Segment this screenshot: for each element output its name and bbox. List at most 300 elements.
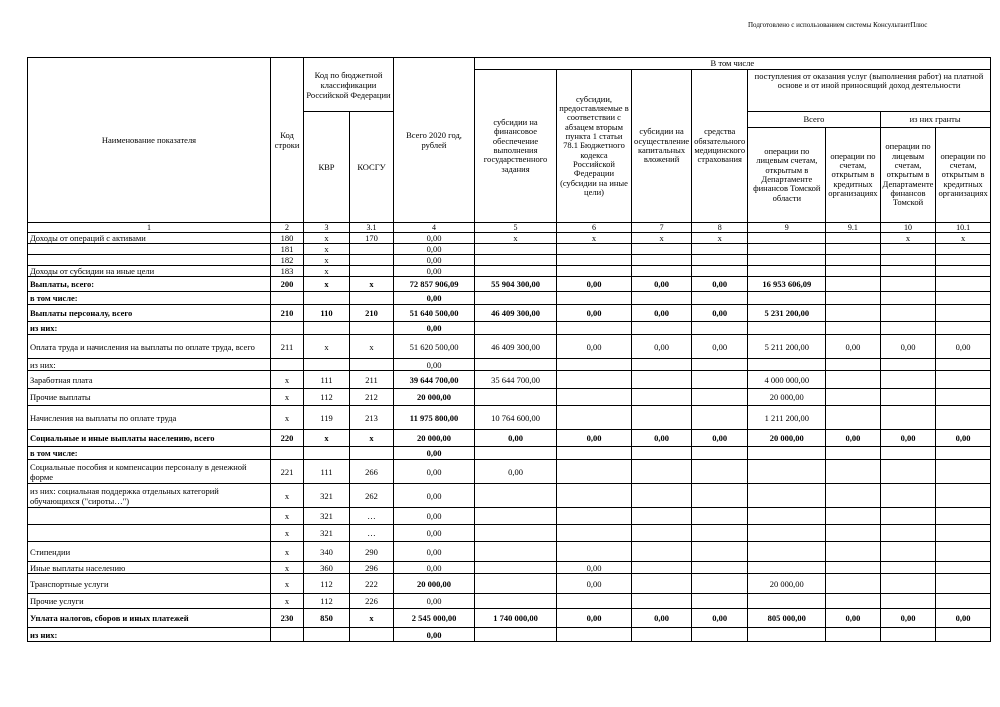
table-cell: [748, 266, 826, 277]
table-cell: [936, 542, 990, 562]
table-cell: 0,00: [632, 305, 692, 322]
header-kosgu: КОСГУ: [350, 112, 394, 223]
table-cell: [880, 305, 936, 322]
table-cell: [632, 255, 692, 266]
row-label: Уплата налогов, сборов и иных платежей: [28, 609, 271, 628]
table-cell: [475, 484, 557, 508]
table-cell: [475, 562, 557, 574]
table-cell: 0,00: [394, 266, 475, 277]
row-label: из них: социальная поддержка отдельных категорий обучающихся ("сироты…"): [28, 484, 271, 508]
table-cell: [692, 525, 748, 542]
table-cell: 0,00: [394, 508, 475, 525]
row-label: Заработная плата: [28, 371, 271, 389]
table-cell: [632, 322, 692, 335]
table-cell: [271, 447, 304, 460]
table-cell: [826, 525, 880, 542]
table-cell: [826, 628, 880, 642]
table-cell: 16 953 606,09: [748, 277, 826, 292]
table-cell: 183: [271, 266, 304, 277]
row-label: из них:: [28, 322, 271, 335]
table-cell: [304, 292, 350, 305]
table-cell: x: [271, 594, 304, 609]
table-cell: x: [350, 609, 394, 628]
table-row: [28, 460, 991, 484]
table-cell: 0,00: [394, 525, 475, 542]
table-cell: [304, 359, 350, 371]
table-row: [28, 574, 991, 594]
table-cell: 0,00: [936, 430, 990, 447]
col-number: 10.1: [936, 223, 990, 233]
table-cell: [936, 447, 990, 460]
table-row: [28, 266, 991, 277]
table-cell: [632, 266, 692, 277]
table-row: [28, 359, 991, 371]
table-cell: [304, 447, 350, 460]
table-cell: x: [304, 255, 350, 266]
header-including: В том числе: [475, 58, 991, 70]
table-cell: …: [350, 508, 394, 525]
row-label: Стипендии: [28, 542, 271, 562]
table-cell: 321: [304, 484, 350, 508]
table-cell: [632, 244, 692, 255]
table-cell: x: [350, 430, 394, 447]
table-cell: x: [632, 233, 692, 244]
header-paid: поступления от оказания услуг (выполнения работ) на платной основе и от иной приносящий доход деятельности: [748, 70, 990, 112]
table-cell: [557, 292, 632, 305]
table-cell: [557, 406, 632, 430]
table-cell: 0,00: [692, 335, 748, 359]
table-cell: 262: [350, 484, 394, 508]
table-cell: 0,00: [557, 562, 632, 574]
table-cell: 0,00: [632, 277, 692, 292]
table-cell: x: [271, 525, 304, 542]
table-cell: [692, 447, 748, 460]
col-number: 8: [692, 223, 748, 233]
table-cell: [475, 266, 557, 277]
table-cell: 11 975 800,00: [394, 406, 475, 430]
table-cell: 210: [350, 305, 394, 322]
table-cell: 321: [304, 525, 350, 542]
table-cell: [826, 322, 880, 335]
table-cell: [475, 508, 557, 525]
col-number: 10: [880, 223, 936, 233]
table-cell: [692, 484, 748, 508]
header-name: Наименование показателя: [28, 58, 271, 223]
table-cell: [936, 406, 990, 430]
table-cell: [880, 508, 936, 525]
table-cell: …: [350, 525, 394, 542]
table-cell: [936, 628, 990, 642]
table-cell: x: [936, 233, 990, 244]
table-cell: 0,00: [394, 233, 475, 244]
header-all: Всего: [748, 112, 880, 128]
table-cell: [936, 460, 990, 484]
row-label: из них:: [28, 628, 271, 642]
row-label: Оплата труда и начисления на выплаты по оплате труда, всего: [28, 335, 271, 359]
table-cell: [475, 542, 557, 562]
col-number: 5: [475, 223, 557, 233]
table-cell: 72 857 906,09: [394, 277, 475, 292]
table-cell: [748, 460, 826, 484]
table-cell: [557, 460, 632, 484]
table-cell: [692, 594, 748, 609]
table-cell: [880, 266, 936, 277]
table-cell: x: [557, 233, 632, 244]
table-cell: [632, 542, 692, 562]
table-cell: [880, 628, 936, 642]
table-cell: 46 409 300,00: [475, 305, 557, 322]
table-cell: 20 000,00: [394, 389, 475, 406]
table-cell: 10 764 600,00: [475, 406, 557, 430]
table-cell: [475, 447, 557, 460]
table-cell: 296: [350, 562, 394, 574]
table-cell: [826, 594, 880, 609]
table-cell: [557, 484, 632, 508]
table-cell: x: [304, 233, 350, 244]
table-cell: [557, 594, 632, 609]
table-cell: [350, 322, 394, 335]
table-row: [28, 389, 991, 406]
table-cell: x: [271, 508, 304, 525]
table-cell: [557, 628, 632, 642]
table-cell: 0,00: [394, 628, 475, 642]
table-cell: [880, 594, 936, 609]
row-label: [28, 525, 271, 542]
col-number: 3: [304, 223, 350, 233]
table-cell: 0,00: [692, 277, 748, 292]
table-cell: [826, 359, 880, 371]
table-cell: [632, 359, 692, 371]
table-cell: [748, 525, 826, 542]
table-cell: 850: [304, 609, 350, 628]
row-label: Иные выплаты населению: [28, 562, 271, 574]
table-cell: 20 000,00: [748, 389, 826, 406]
header-kvr: КВР: [304, 112, 350, 223]
table-cell: x: [350, 277, 394, 292]
table-cell: 340: [304, 542, 350, 562]
table-cell: 0,00: [632, 335, 692, 359]
table-cell: 5 211 200,00: [748, 335, 826, 359]
table-cell: [692, 292, 748, 305]
table-cell: x: [880, 233, 936, 244]
table-cell: [826, 233, 880, 244]
table-cell: [936, 305, 990, 322]
table-cell: [880, 371, 936, 389]
table-cell: [632, 574, 692, 594]
table-cell: [692, 244, 748, 255]
table-cell: 321: [304, 508, 350, 525]
table-cell: x: [350, 335, 394, 359]
table-cell: [557, 322, 632, 335]
table-cell: 230: [271, 609, 304, 628]
table-cell: [692, 322, 748, 335]
table-cell: [880, 359, 936, 371]
table-cell: 0,00: [692, 609, 748, 628]
header-budget-code: Код по бюджетной классификации Российской Федерации: [304, 58, 394, 112]
table-cell: 0,00: [394, 255, 475, 266]
table-cell: 5 231 200,00: [748, 305, 826, 322]
header-col10-1: операции по счетам, открытым в кредитных организациях: [936, 128, 990, 223]
table-cell: [880, 255, 936, 266]
table-row: [28, 335, 991, 359]
table-cell: 0,00: [475, 430, 557, 447]
table-cell: [475, 244, 557, 255]
table-cell: [350, 255, 394, 266]
table-cell: [826, 371, 880, 389]
table-cell: [826, 460, 880, 484]
table-cell: [632, 447, 692, 460]
table-cell: [632, 508, 692, 525]
table-cell: [557, 447, 632, 460]
table-cell: 0,00: [394, 359, 475, 371]
table-cell: [936, 484, 990, 508]
table-row: [28, 255, 991, 266]
table-cell: x: [304, 335, 350, 359]
table-row: [28, 447, 991, 460]
table-cell: [826, 277, 880, 292]
col-number: 2: [271, 223, 304, 233]
table-cell: x: [271, 562, 304, 574]
table-cell: [557, 359, 632, 371]
table-cell: [692, 574, 748, 594]
header-grants: из них гранты: [880, 112, 990, 128]
table-cell: [632, 484, 692, 508]
table-cell: [692, 359, 748, 371]
table-cell: [557, 389, 632, 406]
table-cell: 0,00: [394, 447, 475, 460]
header-col5: субсидии на финансовое обеспечение выполнения государственного задания: [475, 70, 557, 223]
table-cell: [936, 562, 990, 574]
table-cell: [557, 371, 632, 389]
col-number: 9.1: [826, 223, 880, 233]
table-cell: x: [304, 430, 350, 447]
table-cell: 35 644 700,00: [475, 371, 557, 389]
table-cell: [557, 244, 632, 255]
row-label: в том числе:: [28, 447, 271, 460]
row-label: Социальные пособия и компенсации персоналу в денежной форме: [28, 460, 271, 484]
row-label: Транспортные услуги: [28, 574, 271, 594]
header-code: Код строки: [271, 58, 304, 223]
table-cell: 0,00: [880, 430, 936, 447]
table-cell: x: [304, 277, 350, 292]
table-cell: [936, 525, 990, 542]
row-label: [28, 244, 271, 255]
table-cell: [936, 244, 990, 255]
table-row: [28, 244, 991, 255]
table-cell: 212: [350, 389, 394, 406]
table-cell: [632, 628, 692, 642]
table-cell: 266: [350, 460, 394, 484]
col-number: 4: [394, 223, 475, 233]
table-cell: [880, 244, 936, 255]
table-cell: [475, 628, 557, 642]
table-cell: 20 000,00: [394, 574, 475, 594]
table-cell: [271, 359, 304, 371]
table-cell: [350, 359, 394, 371]
table-cell: 211: [350, 371, 394, 389]
table-row: [28, 628, 991, 642]
table-cell: [880, 322, 936, 335]
header-col7: субсидии на осуществление капитальных вложений: [632, 70, 692, 223]
table-cell: [557, 525, 632, 542]
table-cell: [692, 266, 748, 277]
table-cell: [748, 233, 826, 244]
table-cell: 110: [304, 305, 350, 322]
table-cell: x: [692, 233, 748, 244]
table-cell: [350, 447, 394, 460]
table-cell: 211: [271, 335, 304, 359]
table-cell: [632, 371, 692, 389]
table-cell: [692, 628, 748, 642]
table-cell: 360: [304, 562, 350, 574]
table-cell: 119: [304, 406, 350, 430]
table-cell: 0,00: [557, 430, 632, 447]
table-cell: 0,00: [557, 609, 632, 628]
row-label: Доходы от субсидии на иные цели: [28, 266, 271, 277]
table-row: [28, 609, 991, 628]
table-cell: 20 000,00: [394, 430, 475, 447]
table-cell: x: [271, 389, 304, 406]
table-cell: [748, 562, 826, 574]
table-cell: [936, 371, 990, 389]
header-col6: субсидии, предоставляемые в соответствии с абзацем вторым пункта 1 статьи 78.1 Бюджетного кодекса Российской Федерации (субсидии на иные цели): [557, 70, 632, 223]
row-label: Начисления на выплаты по оплате труда: [28, 406, 271, 430]
table-cell: 170: [350, 233, 394, 244]
table-cell: [880, 389, 936, 406]
row-label: Выплаты персоналу, всего: [28, 305, 271, 322]
table-cell: 0,00: [936, 609, 990, 628]
table-cell: [475, 322, 557, 335]
table-cell: 112: [304, 574, 350, 594]
table-cell: 0,00: [632, 430, 692, 447]
table-cell: [692, 371, 748, 389]
table-cell: [632, 389, 692, 406]
table-cell: 181: [271, 244, 304, 255]
table-cell: [557, 266, 632, 277]
table-row: [28, 322, 991, 335]
table-cell: [936, 266, 990, 277]
table-cell: x: [304, 244, 350, 255]
table-cell: 0,00: [632, 609, 692, 628]
table-cell: x: [304, 266, 350, 277]
table-cell: [880, 406, 936, 430]
table-cell: 220: [271, 430, 304, 447]
table-cell: 0,00: [394, 484, 475, 508]
row-label: из них:: [28, 359, 271, 371]
table-cell: 0,00: [692, 430, 748, 447]
table-cell: [826, 447, 880, 460]
row-label: Выплаты, всего:: [28, 277, 271, 292]
table-cell: [557, 542, 632, 562]
table-cell: 0,00: [557, 277, 632, 292]
table-cell: [826, 574, 880, 594]
table-cell: [748, 594, 826, 609]
table-cell: 222: [350, 574, 394, 594]
table-cell: [692, 389, 748, 406]
table-cell: 290: [350, 542, 394, 562]
table-cell: 0,00: [394, 244, 475, 255]
table-cell: 0,00: [557, 305, 632, 322]
table-cell: [936, 594, 990, 609]
table-cell: 0,00: [826, 430, 880, 447]
table-cell: [748, 508, 826, 525]
table-cell: 112: [304, 594, 350, 609]
table-cell: x: [271, 406, 304, 430]
table-cell: 39 644 700,00: [394, 371, 475, 389]
table-row: [28, 233, 991, 244]
table-cell: [826, 266, 880, 277]
table-cell: x: [271, 371, 304, 389]
table-cell: [350, 628, 394, 642]
table-cell: [826, 389, 880, 406]
table-cell: [475, 255, 557, 266]
table-cell: [271, 322, 304, 335]
table-row: [28, 525, 991, 542]
table-row: [28, 305, 991, 322]
table-cell: 200: [271, 277, 304, 292]
table-cell: 0,00: [394, 562, 475, 574]
table-cell: [632, 292, 692, 305]
header-col9-1: операции по счетам, открытым в кредитных организациях: [826, 128, 880, 223]
table-cell: 20 000,00: [748, 574, 826, 594]
table-cell: 0,00: [394, 292, 475, 305]
consultant-note: Подготовлено с использованием системы КонсультантПлюс: [748, 21, 928, 29]
table-row: [28, 371, 991, 389]
table-cell: 51 640 500,00: [394, 305, 475, 322]
table-cell: [350, 266, 394, 277]
table-cell: [632, 460, 692, 484]
table-cell: x: [271, 484, 304, 508]
row-label: Доходы от операций с активами: [28, 233, 271, 244]
table-cell: 0,00: [394, 460, 475, 484]
table-cell: [936, 277, 990, 292]
table-cell: [748, 542, 826, 562]
table-cell: [632, 406, 692, 430]
table-cell: [936, 508, 990, 525]
table-cell: 0,00: [880, 335, 936, 359]
table-cell: [557, 255, 632, 266]
table-cell: [826, 406, 880, 430]
col-number: 3.1: [350, 223, 394, 233]
table-cell: [880, 292, 936, 305]
table-cell: [748, 628, 826, 642]
row-label: [28, 255, 271, 266]
table-row: [28, 542, 991, 562]
table-cell: 2 545 000,00: [394, 609, 475, 628]
table-cell: 0,00: [826, 609, 880, 628]
table-cell: 180: [271, 233, 304, 244]
table-cell: [826, 542, 880, 562]
header-total: Всего 2020 год, рублей: [394, 58, 475, 223]
table-row: [28, 430, 991, 447]
table-cell: 210: [271, 305, 304, 322]
table-cell: 55 904 300,00: [475, 277, 557, 292]
table-body: [28, 233, 991, 642]
table-cell: [692, 460, 748, 484]
table-cell: [748, 292, 826, 305]
table-cell: 213: [350, 406, 394, 430]
table-cell: [748, 484, 826, 508]
table-cell: [936, 292, 990, 305]
table-cell: [826, 255, 880, 266]
table-cell: [475, 292, 557, 305]
table-cell: [692, 542, 748, 562]
table-cell: [826, 292, 880, 305]
header-col9: операции по лицевым счетам, открытым в Департаменте финансов Томской области: [748, 128, 826, 223]
table-cell: [475, 525, 557, 542]
table-cell: [632, 525, 692, 542]
table-cell: 1 740 000,00: [475, 609, 557, 628]
